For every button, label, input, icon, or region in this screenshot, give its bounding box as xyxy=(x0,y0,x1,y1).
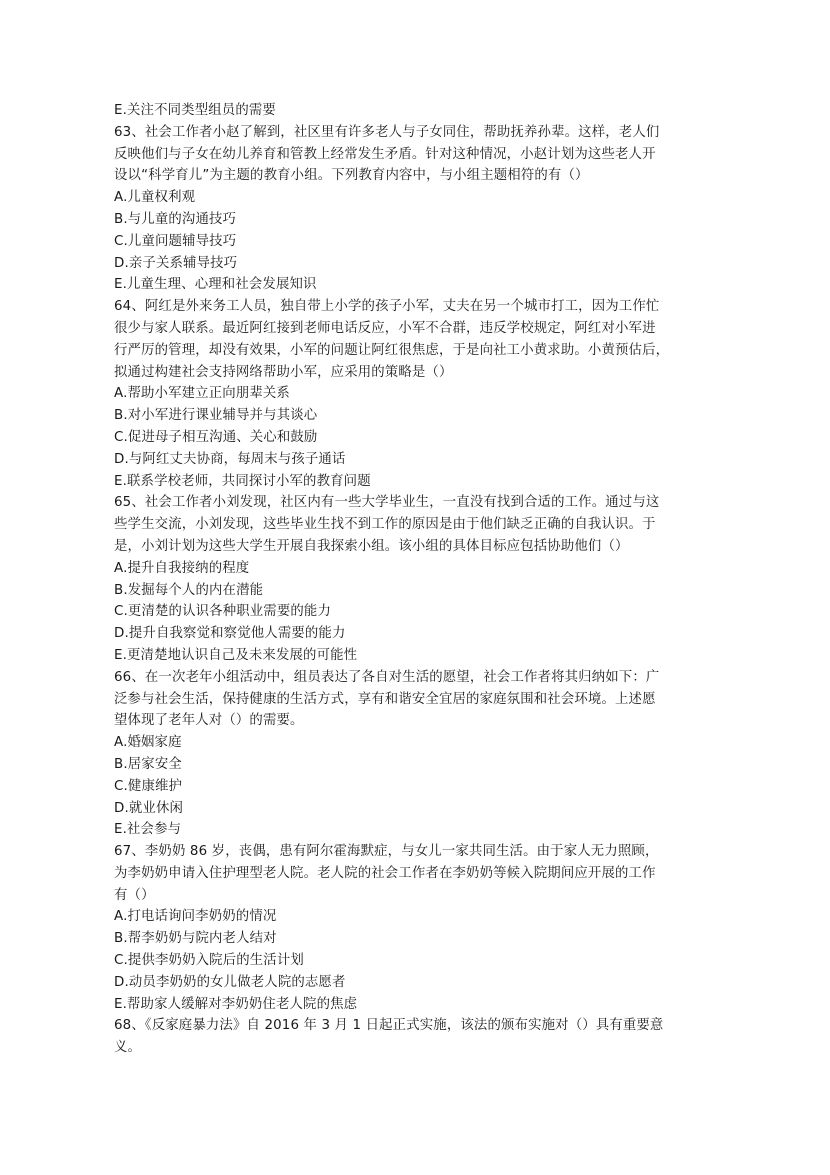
question-65-text xyxy=(114,492,714,557)
option-d: D.就业休闲 xyxy=(114,800,184,816)
question-65 xyxy=(114,492,714,666)
question-text-line: 反映他们与子女在幼儿养育和管教上经常发生矛盾。针对这种情况，小赵计划为这些老人开 xyxy=(114,146,656,162)
option-b: B.帮李奶奶与院内老人结对 xyxy=(114,931,277,947)
question-text-line: 拟通过构建社会支持网络帮助小军，应采用的策略是（） xyxy=(114,364,453,380)
document-page xyxy=(114,100,714,1059)
question-63 xyxy=(114,122,714,296)
question-text-line: 很少与家人联系。最近阿红接到老师电话反应，小军不合群，违反学校规定，阿红对小军进 xyxy=(114,320,656,336)
option-d: D.与阿红丈夫协商，每周末与孩子通话 xyxy=(114,451,346,467)
option-e: E.帮助家人缓解对李奶奶住老人院的焦虑 xyxy=(114,996,358,1012)
question-text-line: 64、阿红是外来务工人员，独自带上小学的孩子小军，丈夫在另一个城市打工，因为工作忙 xyxy=(114,299,660,315)
question-text-line: 67、李奶奶 86 岁，丧偶，患有阿尔霍海默症，与女儿一家共同生活。由于家人无力照顾， xyxy=(114,844,659,860)
option-d: D.提升自我察觉和察觉他人需要的能力 xyxy=(114,626,346,642)
question-67-text xyxy=(114,841,714,906)
option-b: B.与儿童的沟通技巧 xyxy=(114,211,237,227)
question-text-line: 66、在一次老年小组活动中，组员表达了各自对生活的愿望，社会工作者将其归纳如下：广 xyxy=(114,669,660,685)
option-a: A.儿童权利观 xyxy=(114,190,196,206)
question-64-text xyxy=(114,296,714,383)
option-d: D.亲子关系辅导技巧 xyxy=(114,255,238,271)
question-66 xyxy=(114,667,714,841)
question-68 xyxy=(114,1015,714,1059)
option-e: E.社会参与 xyxy=(114,822,182,838)
option-e-prev-question: E.关注不同类型组员的需要 xyxy=(114,103,276,118)
question-text-line: 设以“科学育儿”为主题的教育小组。下列教育内容中，与小组主题相符的有（） xyxy=(114,168,589,184)
option-d: D.动员李奶奶的女儿做老人院的志愿者 xyxy=(114,974,346,990)
question-text-line: 些学生交流，小刘发现，这些毕业生找不到工作的原因是由于他们缺乏正确的自我认识。于 xyxy=(114,517,656,533)
question-text-line: 63、社会工作者小赵了解到，社区里有许多老人与子女同住，帮助抚养孙辈。这样，老人们 xyxy=(114,124,660,140)
question-text-line: 65、社会工作者小刘发现，社区内有一些大学毕业生，一直没有找到合适的工作。通过与这 xyxy=(114,495,660,511)
option-b: B.对小军进行课业辅导并与其谈心 xyxy=(114,408,318,424)
option-a: A.帮助小军建立正向朋辈关系 xyxy=(114,386,290,402)
option-c: C.儿童问题辅导技巧 xyxy=(114,233,237,249)
question-63-text xyxy=(114,122,714,187)
option-e: E.儿童生理、心理和社会发展知识 xyxy=(114,277,317,293)
option-a: A.提升自我接纳的程度 xyxy=(114,560,250,576)
question-text-line: 有（） xyxy=(114,887,155,903)
question-text-line: 义。 xyxy=(114,1040,142,1056)
question-text-line: 望体现了老年人对（）的需要。 xyxy=(114,713,304,729)
question-66-text xyxy=(114,667,714,732)
question-67 xyxy=(114,841,714,1015)
question-64 xyxy=(114,296,714,492)
option-c: C.提供李奶奶入院后的生活计划 xyxy=(114,953,304,969)
question-text-line: 行严厉的管理，却没有效果，小军的问题让阿红很焦虑，于是向社工小黄求助。小黄预估后， xyxy=(114,342,670,358)
option-a: A.打电话询问李奶奶的情况 xyxy=(114,909,277,925)
option-c: C.促进母子相互沟通、关心和鼓励 xyxy=(114,429,318,445)
option-c: C.更清楚的认识各种职业需要的能力 xyxy=(114,604,332,620)
option-a: A.婚姻家庭 xyxy=(114,735,182,751)
option-b: B.居家安全 xyxy=(114,756,182,772)
option-b: B.发掘每个人的内在潜能 xyxy=(114,582,264,598)
question-text-line: 是，小刘计划为这些大学生开展自我探索小组。该小组的具体目标应包括协助他们（） xyxy=(114,538,629,554)
option-e: E.联系学校老师，共同探讨小军的教育问题 xyxy=(114,473,371,489)
question-text-line: 为李奶奶申请入住护理型老人院。老人院的社会工作者在李奶奶等候入院期间应开展的工作 xyxy=(114,865,656,881)
option-c: C.健康维护 xyxy=(114,778,183,794)
question-text-line: 68、《反家庭暴力法》自 2016 年 3 月 1 日起正式实施，该法的颁布实施对（）具有重要意 xyxy=(114,1018,664,1034)
option-e: E.更清楚地认识自己及未来发展的可能性 xyxy=(114,647,358,663)
question-68-text xyxy=(114,1015,714,1059)
question-text-line: 泛参与社会生活，保持健康的生活方式，享有和谐安全宜居的家庭氛围和社会环境。上述愿 xyxy=(114,691,656,707)
